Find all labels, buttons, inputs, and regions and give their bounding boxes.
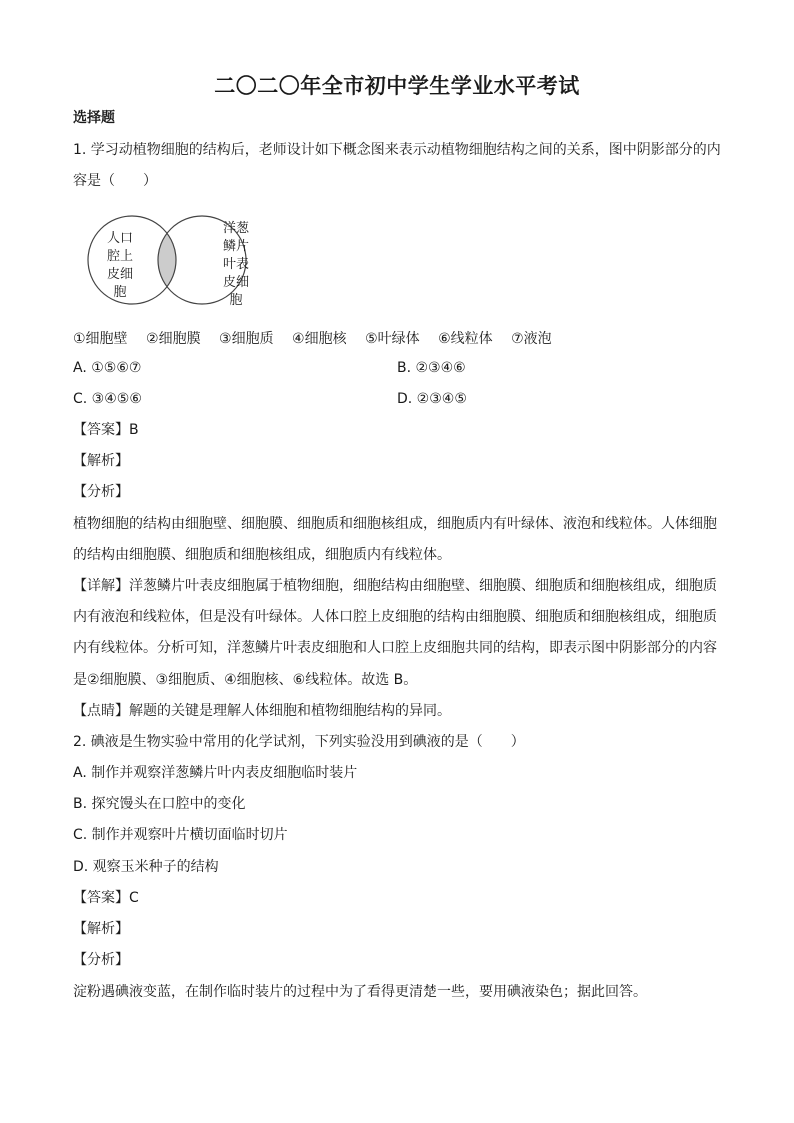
q1-item: ③细胞质 [219,331,274,347]
q2-fenxi-label: 【分析】 [73,952,129,968]
q1-answer: 【答案】B [73,422,139,438]
q1-fenxi-label: 【分析】 [73,484,129,500]
q1-xiangjie-line2: 内有液泡和线粒体，但是没有叶绿体。人体口腔上皮细胞的结构由细胞膜、细胞质和细胞核组成，细胞质 [73,609,717,625]
q1-xiangjie-line4: 是②细胞膜、③细胞质、④细胞核、⑥线粒体。故选 B。 [73,672,418,688]
q1-item-list [73,328,566,348]
venn-left-label: 人口腔上皮细胞 [106,231,133,300]
q1-fenxi-line1: 植物细胞的结构由细胞壁、细胞膜、细胞质和细胞核组成，细胞质内有叶绿体、液泡和线粒体。人体细胞 [73,516,717,532]
q1-option-b: B. ②③④⑥ [397,360,466,376]
q2-stem: 2. 碘液是生物实验中常用的化学试剂，下列实验没用到碘液的是（ ） [73,734,525,750]
q1-fenxi-line2: 的结构由细胞膜、细胞质和细胞核组成，细胞质内有线粒体。 [73,547,451,563]
q1-item: ①细胞壁 [73,331,128,347]
q1-xiangjie-line1: 【详解】洋葱鳞片叶表皮细胞属于植物细胞，细胞结构由细胞壁、细胞膜、细胞质和细胞核组成，细胞质 [73,578,717,594]
q1-jiexi-label: 【解析】 [73,453,129,469]
q1-xiangjie-line3: 内有线粒体。分析可知，洋葱鳞片叶表皮细胞和人口腔上皮细胞共同的结构，即表示图中阴影部分的内容 [73,640,717,656]
q1-item: ④细胞核 [292,331,347,347]
q1-stem-line2: 容是（ ） [73,173,157,189]
venn-diagram [80,212,260,312]
q2-option-a: A. 制作并观察洋葱鳞片叶内表皮细胞临时装片 [73,765,358,781]
document-title: 二〇二〇年全市初中学生学业水平考试 [214,73,580,98]
q1-dianjing: 【点睛】解题的关键是理解人体细胞和植物细胞结构的异同。 [73,703,451,719]
q1-stem-line1: 1. 学习动植物细胞的结构后，老师设计如下概念图来表示动植物细胞结构之间的关系，图中阴影部分的内 [73,142,721,158]
q1-item: ⑥线粒体 [438,331,493,347]
q1-item: ⑦液泡 [511,331,552,347]
section-label: 选择题 [73,110,115,126]
q1-item: ⑤叶绿体 [365,331,420,347]
q2-option-d: D. 观察玉米种子的结构 [73,859,219,875]
q2-option-b: B. 探究馒头在口腔中的变化 [73,796,246,812]
q2-fenxi-line1: 淀粉遇碘液变蓝，在制作临时装片的过程中为了看得更清楚一些，要用碘液染色；据此回答。 [73,984,647,1000]
q1-option-d: D. ②③④⑤ [397,391,467,407]
q1-option-c: C. ③④⑤⑥ [73,391,142,407]
q2-option-c: C. 制作并观察叶片横切面临时切片 [73,827,288,843]
venn-right-label: 洋葱鳞片叶表皮细胞 [222,221,249,308]
q2-answer: 【答案】C [73,890,139,906]
q2-jiexi-label: 【解析】 [73,921,129,937]
q1-option-a: A. ①⑤⑥⑦ [73,360,142,376]
q1-item: ②细胞膜 [146,331,201,347]
